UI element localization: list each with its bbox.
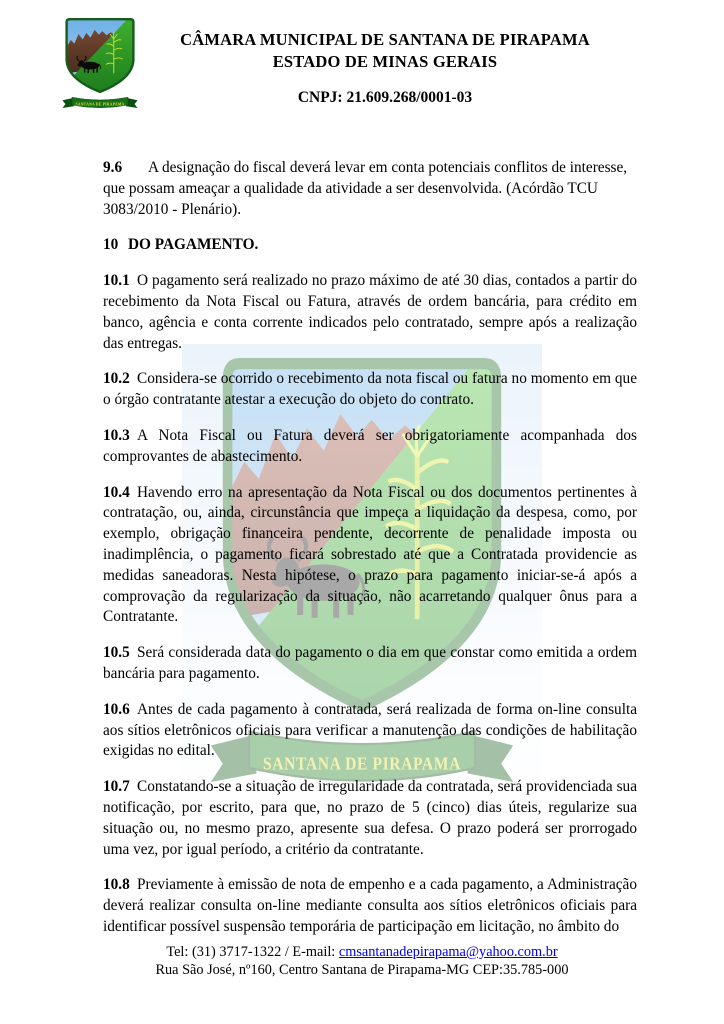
clause-number: 10.7 (103, 778, 130, 796)
clause-text: Considera-se ocorrido o recebimento da nota fiscal ou fatura no momento em que o órgão contratante atestar a execução do objeto do contrato. (103, 370, 637, 409)
clause-number: 9.6 (103, 159, 123, 176)
clause-text: Antes de cada pagamento à contratada, será realizada de forma on-line consulta aos sítios eletrônicos oficiais para verificar a manutenção das condições de habilitação exigidas no edital. (103, 700, 637, 760)
coat-of-arms-icon (55, 15, 145, 111)
crest-banner-text: SANTANA DE PIRAPAMA (75, 102, 125, 107)
email-link[interactable]: cmsantanadepirapama@yahoo.com.br (338, 944, 558, 960)
clause-text: O pagamento será realizado no prazo máximo de até 30 dias, contados a partir do recebimento da Nota Fiscal ou Fatura, através de ordem bancária, para crédito em banco, agência e conta corrente indicados pelo contratado, sempre após a realização das entregas. (103, 272, 637, 352)
clause-text: Constatando-se a situação de irregularidade da contratada, será providenciada sua notificação, por escrito, para que, no prazo de 5 (cinco) dias úteis, regularize sua situação ou, no mesmo prazo, apresente sua defesa. O prazo poderá ser prorrogado uma vez, por igual período, a critério da contratante. (103, 778, 637, 858)
header-cnpj: CNPJ: 21.609.268/0001-03 (297, 89, 473, 106)
document-footer (0, 944, 724, 979)
clause-number: 10.4 (103, 483, 130, 501)
clause-number: 10.2 (103, 370, 130, 388)
heading-number: 10 (103, 236, 119, 254)
clause-text: A designação do fiscal deverá levar em conta potenciais conflitos de interesse, que possam ameaçar a qualidade da atividade a ser desenvolvida. (Acórdão TCU 3083/2010 - Plenário). (103, 159, 628, 218)
header-title-line2: ESTADO DE MINAS GERAIS (272, 52, 498, 71)
footer-tel-email-prefix: Tel: (31) 3717-1322 / E-mail: (166, 944, 339, 960)
section-heading-10 (103, 235, 637, 256)
footer-contact-line (0, 944, 724, 962)
clause-10-3 (103, 426, 637, 468)
coat-of-arms-logo (55, 15, 145, 111)
clause-10-5 (103, 643, 637, 685)
clause-number: 10.8 (103, 876, 130, 894)
clause-10-2 (103, 369, 637, 411)
clause-10-4 (103, 483, 637, 629)
clause-text: Havendo erro na apresentação da Nota Fiscal ou dos documentos pertinentes à contratação, ou, ainda, circunstância que impeça a liquidação da despesa, como, por exemplo, obrigação financeira pendente, decorrente de penalidade imposta ou inadimplência, o pagamento ficará sobrestado até que a Contratada providencie as medidas saneadoras. Nesta hipótese, o prazo para pagamento iniciar-se-á após a comprovação da regularização da situação, não acarretando qualquer ônus para a Contratante. (103, 483, 637, 626)
clause-10-6 (103, 700, 637, 762)
clause-9-6 (103, 158, 637, 220)
clause-10-8 (103, 875, 637, 937)
header-title-line1: CÂMARA MUNICIPAL DE SANTANA DE PIRAPAMA (180, 30, 590, 49)
clause-number: 10.6 (103, 700, 130, 718)
document-body (103, 158, 637, 953)
clause-number: 10.3 (103, 426, 130, 444)
clause-text: A Nota Fiscal ou Fatura deverá ser obrigatoriamente acompanhada dos comprovantes de abastecimento. (103, 426, 637, 465)
watermark-banner-text: SANTANA DE PIRAPAMA (263, 753, 461, 774)
heading-text: DO PAGAMENTO. (128, 236, 259, 254)
clause-10-7 (103, 777, 637, 860)
clause-text: Será considerada data do pagamento o dia em que constar como emitida a ordem bancária para pagamento. (103, 644, 637, 682)
clause-number: 10.1 (103, 272, 130, 290)
clause-10-1 (103, 271, 637, 354)
clause-number: 10.5 (103, 644, 130, 662)
clause-text: Previamente à emissão de nota de empenho e a cada pagamento, a Administração deverá realizar consulta on-line mediante consulta aos sítios eletrônicos oficiais para identificar possível suspensão temporária de participação em licitação, no âmbito do (103, 876, 637, 935)
document-header (150, 29, 620, 108)
footer-address-line: Rua São José, nº160, Centro Santana de Pirapama-MG CEP:35.785-000 (155, 961, 569, 978)
